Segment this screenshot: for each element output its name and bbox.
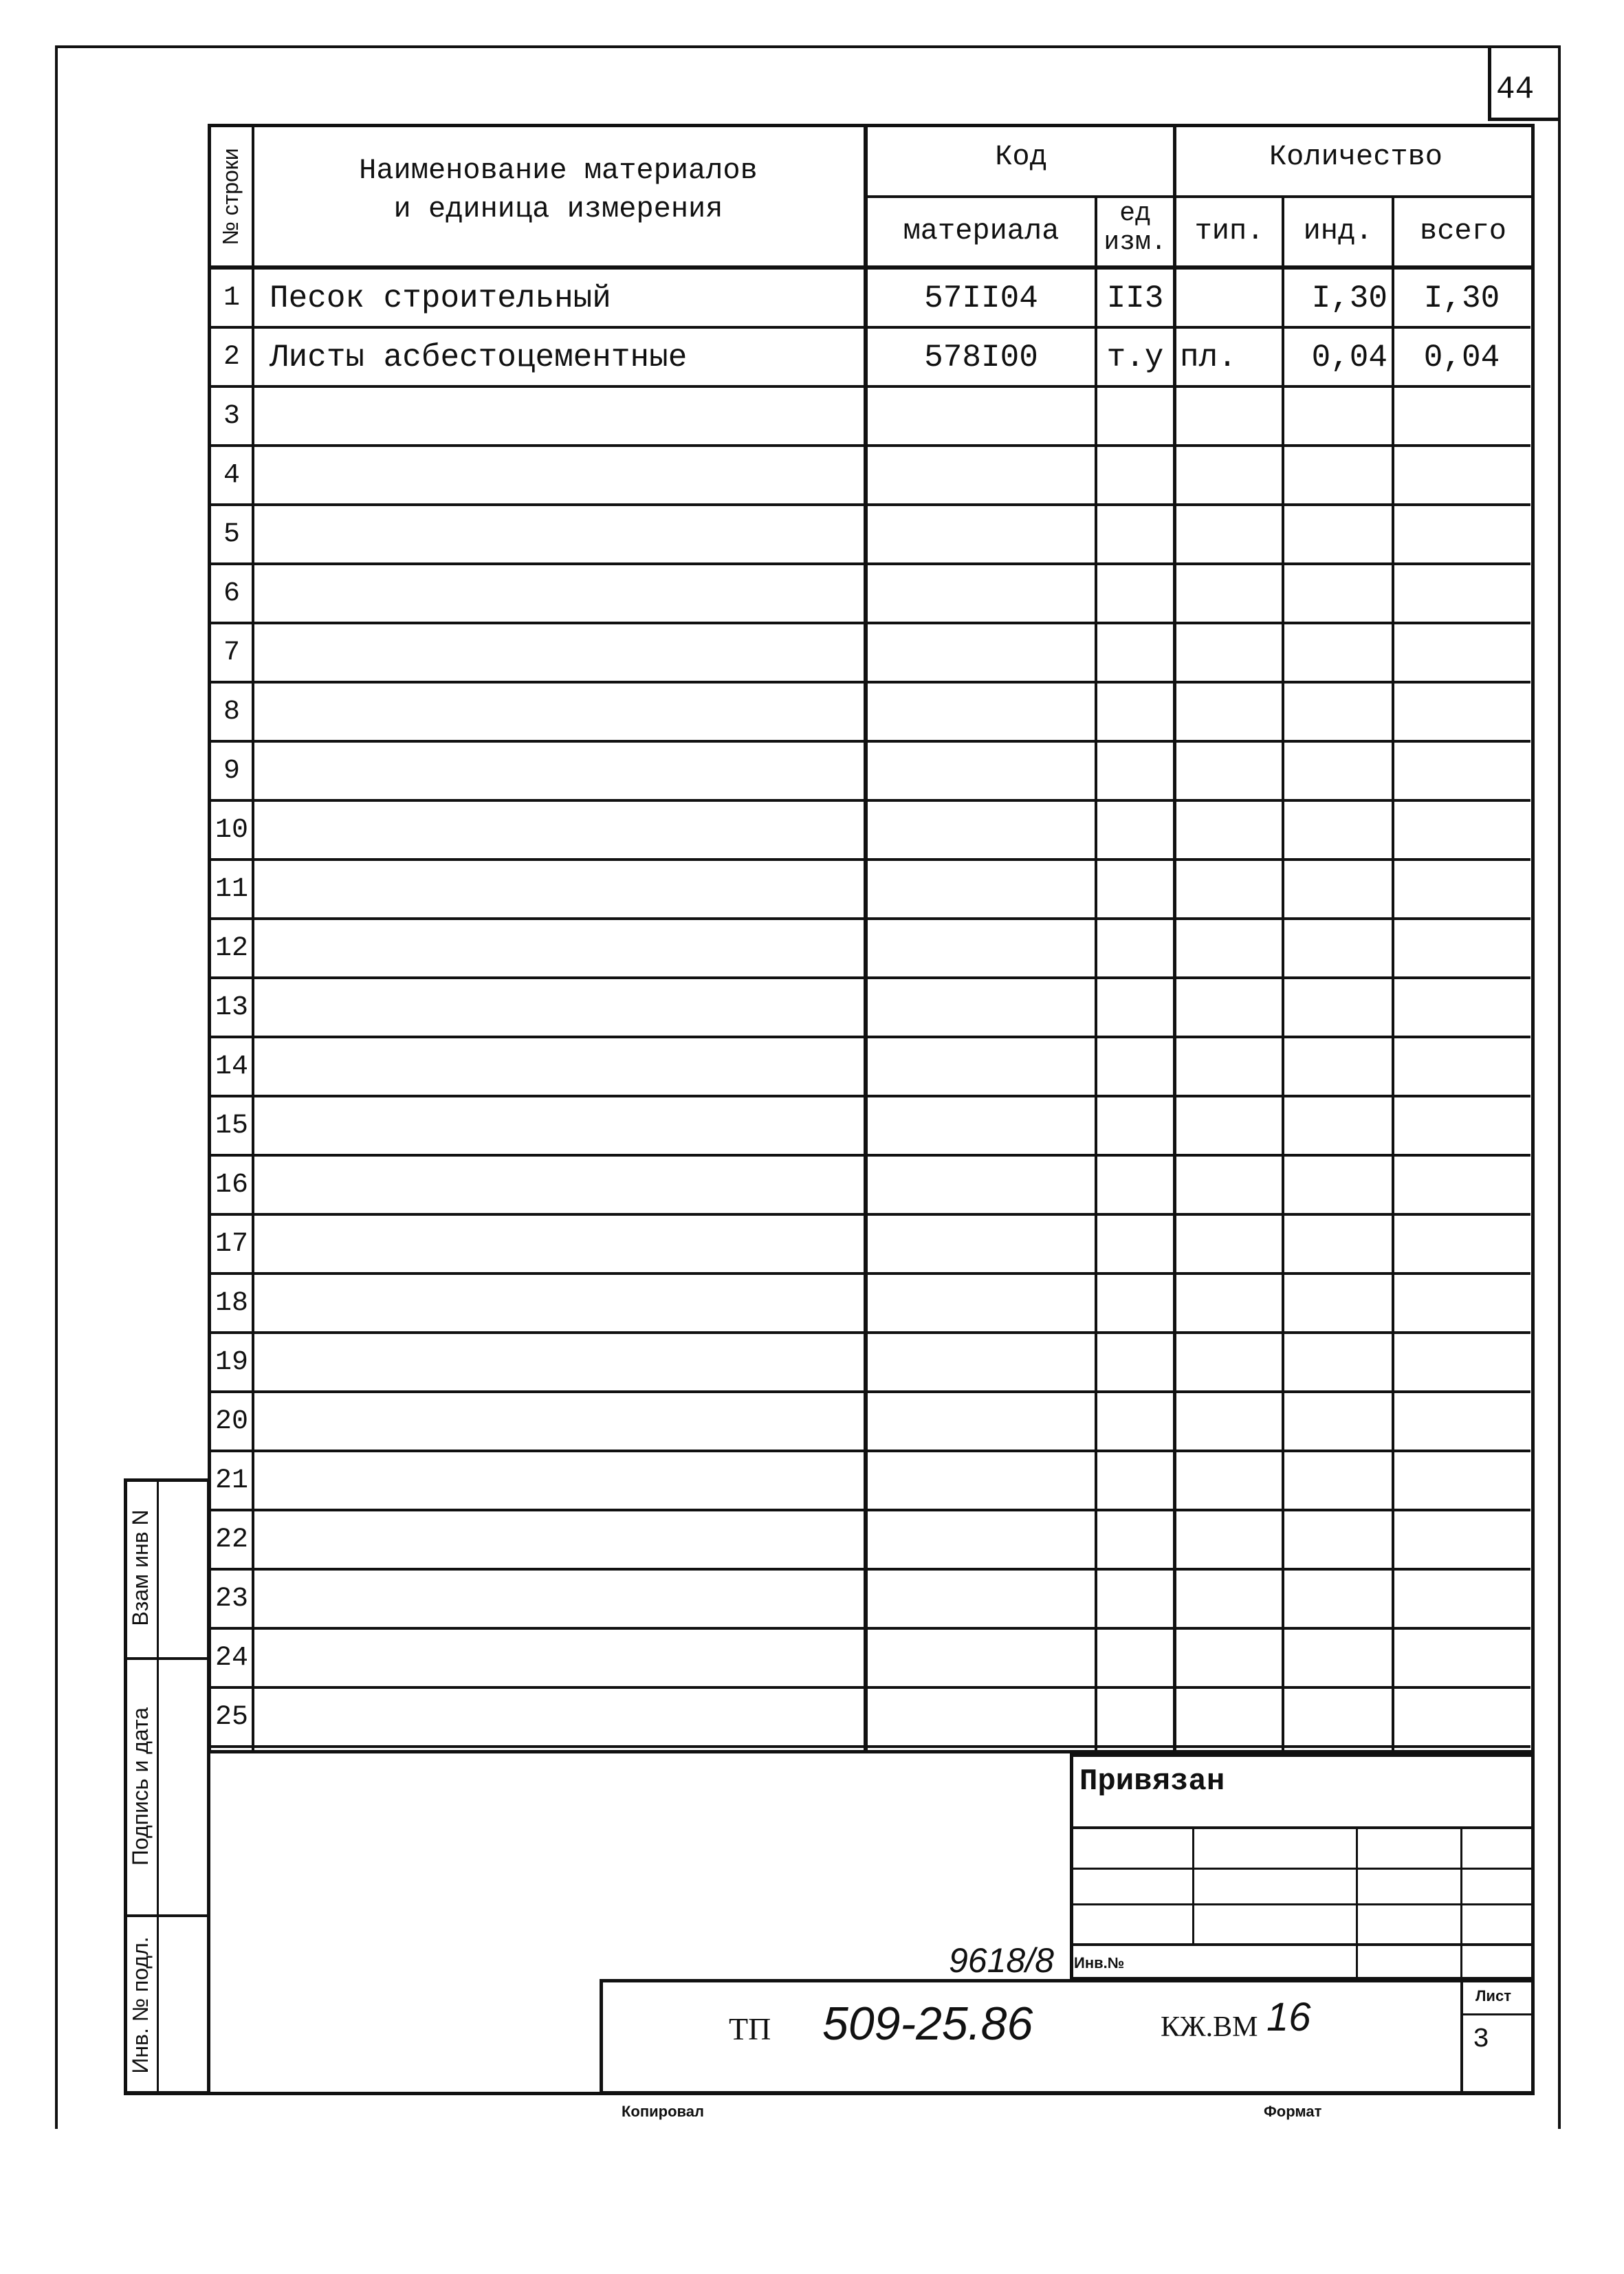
row-divider	[210, 1213, 1530, 1216]
row-number: 20	[215, 1406, 248, 1437]
row-number: 8	[223, 697, 240, 728]
row-divider	[210, 1686, 1530, 1689]
row-divider	[210, 740, 1530, 743]
row-number: 21	[215, 1465, 248, 1496]
privyazan-col-2	[1356, 1826, 1358, 1980]
row-divider	[210, 562, 1530, 565]
row-divider	[210, 503, 1530, 506]
row-number: 7	[223, 637, 240, 668]
sheet-number: 44	[1496, 72, 1535, 107]
row-divider	[210, 1568, 1530, 1571]
privyazan-label: Привязан	[1079, 1764, 1225, 1799]
row-number: 2	[223, 342, 240, 373]
row-divider	[210, 1272, 1530, 1275]
row-divider	[210, 858, 1530, 861]
row-number: 23	[215, 1584, 248, 1615]
row-divider	[210, 681, 1530, 684]
header-material-name	[256, 151, 861, 228]
frame-right-line	[1558, 45, 1561, 2129]
doc-suffix: КЖ.ВМ	[1161, 2011, 1258, 2043]
row-number: 18	[215, 1288, 248, 1319]
row-divider	[210, 1095, 1530, 1097]
doc-number: 509-25.86	[822, 1998, 1033, 2050]
cell-name: Листы асбестоцементные	[270, 340, 688, 375]
header-qty-ind: инд.	[1303, 215, 1373, 248]
header-mid-line	[864, 195, 1535, 198]
row-number: 25	[215, 1702, 248, 1733]
list-box-mid	[1460, 2013, 1535, 2015]
row-number: 10	[215, 815, 248, 846]
row-divider	[210, 917, 1530, 920]
side-stamp-divider-2	[124, 1914, 210, 1917]
row-number: 16	[215, 1170, 248, 1201]
privyazan-line-3	[1070, 1903, 1535, 1905]
row-divider	[210, 1331, 1530, 1334]
row-divider	[210, 1509, 1530, 1511]
doc-handwritten-number: 16	[1266, 1995, 1311, 2040]
cell-total: I,30	[1423, 281, 1500, 316]
header-material-name-line2: и единица измерения	[393, 193, 723, 226]
privyazan-line-4	[1070, 1943, 1535, 1946]
row-divider	[210, 976, 1530, 979]
row-divider	[210, 1390, 1530, 1393]
row-number: 3	[223, 401, 240, 432]
row-divider	[210, 1450, 1530, 1452]
cell-ind: I,30	[1311, 281, 1387, 316]
row-number: 15	[215, 1111, 248, 1141]
row-number: 4	[223, 460, 240, 491]
inv-handwritten-number: 9618/8	[949, 1941, 1054, 1980]
row-number: 5	[223, 519, 240, 550]
footer-kopiroval: Копировал	[622, 2103, 705, 2120]
row-number: 14	[215, 1051, 248, 1082]
privyazan-line-2	[1070, 1868, 1535, 1870]
header-code-unit-line1: ед	[1119, 199, 1151, 228]
side-stamp-divider-1	[124, 1657, 210, 1660]
row-number: 6	[223, 578, 240, 609]
cell-unit: II3	[1106, 281, 1164, 316]
list-value: 3	[1473, 2024, 1490, 2055]
col-line-ind	[1392, 195, 1394, 1753]
privyazan-col-3	[1460, 1826, 1462, 1980]
col-line-code-material	[1095, 195, 1097, 1753]
cell-code: 57II04	[924, 281, 1038, 316]
row-number: 24	[215, 1643, 248, 1674]
row-divider	[210, 1154, 1530, 1157]
list-label: Лист	[1475, 1987, 1511, 2004]
cell-ind: 0,04	[1311, 340, 1387, 375]
header-code-unit-line2: изм.	[1104, 228, 1167, 257]
row-number: 13	[215, 992, 248, 1023]
row-divider	[210, 1627, 1530, 1630]
row-divider	[210, 1745, 1530, 1748]
row-number: 11	[215, 874, 248, 905]
row-number: 1	[223, 283, 240, 314]
side-stamp-inv-podl: Инв. № подл.	[128, 1936, 153, 2074]
row-divider	[210, 799, 1530, 802]
row-divider	[210, 1036, 1530, 1038]
side-stamp-podpis-data: Подпись и дата	[128, 1707, 153, 1866]
inv-label: Инв.№	[1074, 1954, 1125, 1971]
cell-typ: пл.	[1180, 340, 1237, 375]
header-code: Код	[995, 140, 1047, 173]
side-stamp-vzam-inv: Взам инв N	[128, 1509, 153, 1626]
title-block-left-line	[208, 1753, 210, 2095]
cell-code: 578I00	[924, 340, 1038, 375]
frame-top-line	[55, 45, 1561, 48]
row-number: 9	[223, 756, 240, 787]
header-code-unit	[1097, 199, 1173, 257]
header-qty-total: всего	[1419, 215, 1507, 248]
cell-total: 0,04	[1423, 340, 1500, 375]
header-row-number: № строки	[218, 148, 243, 245]
cell-name: Песок строительный	[270, 281, 611, 316]
privyazan-line-1	[1070, 1826, 1535, 1829]
row-divider	[210, 444, 1530, 447]
row-divider	[210, 622, 1530, 624]
header-qty-typ: тип.	[1194, 215, 1264, 248]
privyazan-col-1	[1192, 1826, 1194, 1943]
row-number: 19	[215, 1347, 248, 1378]
row-number: 12	[215, 933, 248, 964]
frame-left-line	[55, 45, 58, 2129]
list-box-left	[1460, 1979, 1463, 2095]
side-stamp-divider-v	[157, 1478, 159, 2095]
row-number: 17	[215, 1229, 248, 1260]
footer-format: Формат	[1264, 2103, 1322, 2120]
doc-prefix: ТП	[729, 2011, 771, 2046]
header-code-material: материала	[903, 215, 1060, 248]
col-line-typ	[1282, 195, 1284, 1753]
cell-unit: т.у	[1106, 340, 1164, 375]
header-material-name-line1: Наименование материалов	[359, 154, 758, 187]
row-number: 22	[215, 1524, 248, 1555]
header-qty: Количество	[1269, 140, 1443, 173]
